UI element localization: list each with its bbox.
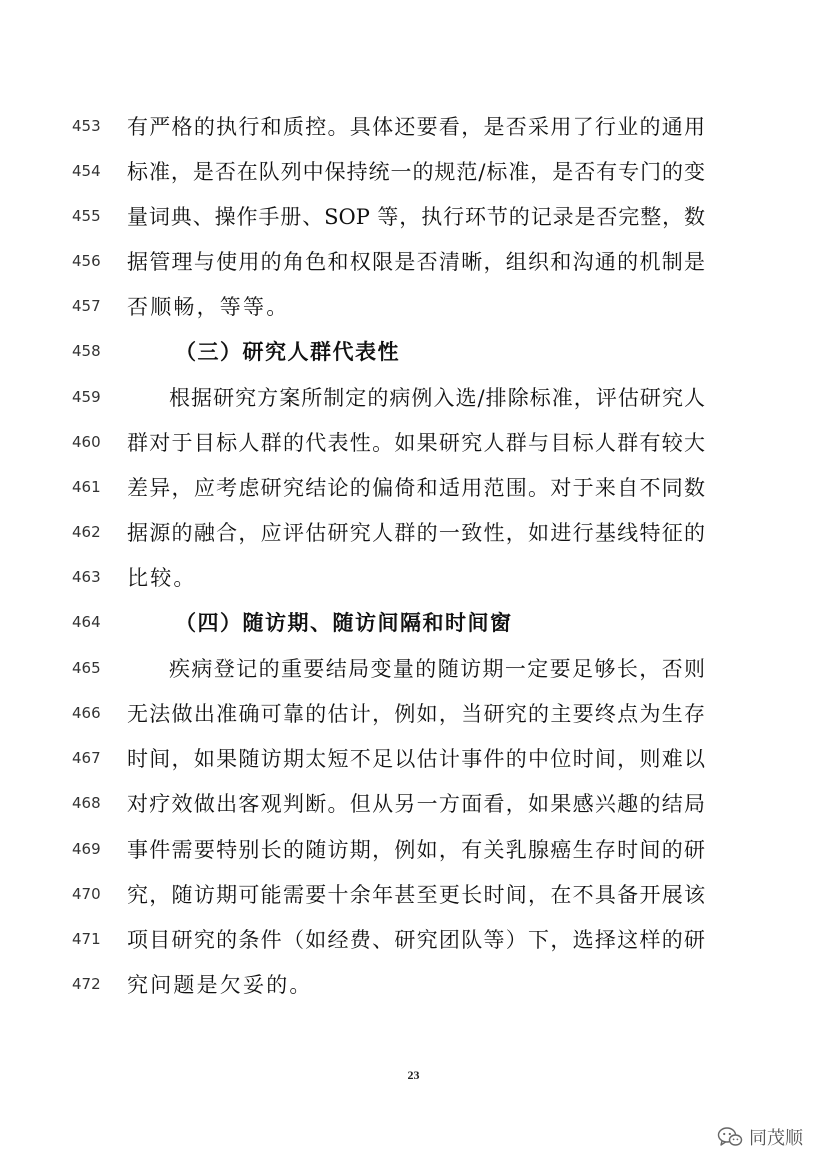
line-number: 461 — [72, 477, 101, 496]
text-line — [0, 735, 827, 780]
line-text: 据管理与使用的角色和权限是否清晰，组织和沟通的机制是 — [127, 249, 705, 274]
text-line — [0, 961, 827, 1006]
text-line — [0, 283, 827, 328]
line-text: 否顺畅，等等。 — [127, 294, 290, 319]
line-text: 量词典、操作手册、SOP 等，执行环节的记录是否完整，数 — [127, 204, 705, 229]
line-text: 疾病登记的重要结局变量的随访期一定要足够长，否则 — [169, 656, 705, 681]
line-number: 455 — [72, 206, 101, 225]
text-line — [0, 419, 827, 464]
text-line — [0, 645, 827, 690]
text-line — [0, 238, 827, 283]
line-number: 467 — [72, 748, 101, 767]
line-number: 465 — [72, 658, 101, 677]
section-heading: （三）研究人群代表性 — [175, 338, 400, 364]
line-number: 457 — [72, 296, 101, 315]
line-number: 466 — [72, 703, 101, 722]
text-line — [0, 103, 827, 148]
line-number: 456 — [72, 251, 101, 270]
section-heading-line — [0, 328, 827, 373]
text-line — [0, 916, 827, 961]
text-line — [0, 148, 827, 193]
text-line — [0, 509, 827, 554]
line-text: 比较。 — [127, 565, 197, 590]
text-line — [0, 374, 827, 419]
line-text: 项目研究的条件（如经费、研究团队等）下，选择这样的研 — [127, 927, 705, 952]
line-text: 据源的融合，应评估研究人群的一致性，如进行基线特征的 — [127, 520, 705, 545]
line-text: 差异，应考虑研究结论的偏倚和适用范围。对于来自不同数 — [127, 475, 705, 500]
line-text: 有严格的执行和质控。具体还要看，是否采用了行业的通用 — [127, 114, 705, 139]
line-text: 无法做出准确可靠的估计，例如，当研究的主要终点为生存 — [127, 701, 705, 726]
page-number: 23 — [407, 1068, 420, 1082]
text-line — [0, 464, 827, 509]
line-text: 标准，是否在队列中保持统一的规范/标准，是否有专门的变 — [127, 159, 705, 184]
line-number: 463 — [72, 567, 101, 586]
line-number: 460 — [72, 432, 101, 451]
line-number: 454 — [72, 161, 101, 180]
line-text: 究，随访期可能需要十余年甚至更长时间，在不具备开展该 — [127, 882, 705, 907]
text-line — [0, 780, 827, 825]
text-line — [0, 690, 827, 735]
line-text: 群对于目标人群的代表性。如果研究人群与目标人群有较大 — [127, 430, 705, 455]
line-text: 根据研究方案所制定的病例入选/排除标准，评估研究人 — [169, 385, 705, 410]
line-number: 471 — [72, 929, 101, 948]
line-text: 究问题是欠妥的。 — [127, 972, 313, 997]
watermark — [717, 1122, 803, 1152]
line-number: 459 — [72, 387, 101, 406]
text-line — [0, 193, 827, 238]
line-number: 468 — [72, 793, 101, 812]
line-number: 469 — [72, 839, 101, 858]
line-number: 453 — [72, 116, 101, 135]
line-text: 对疗效做出客观判断。但从另一方面看，如果感兴趣的结局 — [127, 791, 705, 816]
text-line — [0, 826, 827, 871]
line-number: 464 — [72, 612, 101, 631]
line-number: 462 — [72, 522, 101, 541]
text-line — [0, 871, 827, 916]
line-number: 470 — [72, 884, 101, 903]
section-heading: （四）随访期、随访间隔和时间窗 — [175, 609, 513, 635]
line-text: 事件需要特别长的随访期，例如，有关乳腺癌生存时间的研 — [127, 837, 705, 862]
text-line — [0, 554, 827, 599]
line-text: 时间，如果随访期太短不足以估计事件的中位时间，则难以 — [127, 746, 705, 771]
wechat-icon — [717, 1126, 743, 1148]
watermark-text: 同茂顺 — [749, 1128, 803, 1149]
line-number: 458 — [72, 341, 101, 360]
section-heading-line — [0, 599, 827, 644]
line-number: 472 — [72, 974, 101, 993]
